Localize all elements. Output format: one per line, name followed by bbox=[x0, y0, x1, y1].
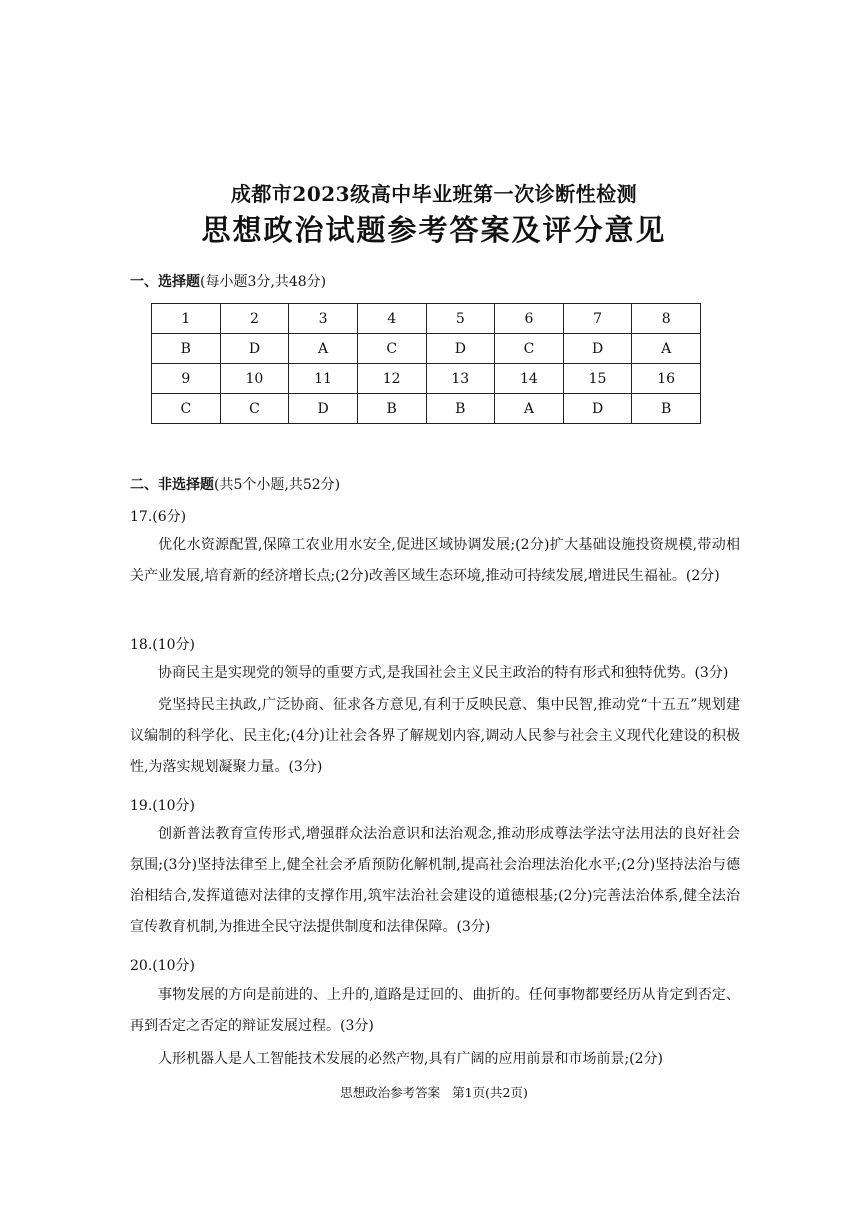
question-number-cell: 5 bbox=[426, 304, 495, 334]
question-18-answer-2: 党坚持民主执政,广泛协商、征求各方意见,有利于反映民意、集中民智,推动党“十五五”规划建议编制的科学化、民主化;(4分)让社会各界了解规划内容,调动人民参与社会主义现代化建设的积极性,为落实规划凝聚力量。(3分) bbox=[130, 697, 740, 775]
section-1-title: 一、选择题 bbox=[130, 274, 200, 290]
question-18-label: 18.(10分) bbox=[130, 637, 196, 653]
answer-row bbox=[152, 334, 701, 364]
exam-title: 成都市2023级高中毕业班第一次诊断性检测 bbox=[230, 182, 638, 206]
answer-cell: A bbox=[495, 394, 564, 424]
section-2-heading bbox=[130, 474, 340, 494]
question-number-cell: 9 bbox=[152, 364, 221, 394]
question-19-label: 19.(10分) bbox=[130, 798, 196, 814]
answer-cell: B bbox=[152, 334, 221, 364]
answer-cell: B bbox=[426, 394, 495, 424]
answer-cell: D bbox=[563, 394, 632, 424]
answer-cell: D bbox=[563, 334, 632, 364]
answer-cell: A bbox=[289, 334, 358, 364]
question-number-cell: 3 bbox=[289, 304, 358, 334]
answer-row bbox=[152, 394, 701, 424]
question-number-row bbox=[152, 304, 701, 334]
answer-cell: C bbox=[220, 394, 289, 424]
question-number-row bbox=[152, 364, 701, 394]
question-17-label: 17.(6分) bbox=[130, 509, 187, 525]
question-20-answer-2: 人形机器人是人工智能技术发展的必然产物,具有广阔的应用前景和市场前景;(2分) bbox=[158, 1051, 663, 1067]
question-20-label: 20.(10分) bbox=[130, 958, 196, 974]
answer-cell: B bbox=[357, 394, 426, 424]
answer-cell: C bbox=[495, 334, 564, 364]
footer-doc-name: 思想政治参考答案 bbox=[340, 1085, 441, 1100]
page-footer bbox=[0, 1083, 868, 1101]
question-18-answer-1: 协商民主是实现党的领导的重要方式,是我国社会主义民主政治的特有形式和独特优势。(3分) bbox=[158, 665, 729, 681]
answer-cell: D bbox=[289, 394, 358, 424]
question-number-cell: 1 bbox=[152, 304, 221, 334]
question-number-cell: 16 bbox=[632, 364, 701, 394]
footer-page-info: 第1页(共2页) bbox=[452, 1085, 528, 1100]
question-number-cell: 14 bbox=[495, 364, 564, 394]
question-19-answer: 创新普法教育宣传形式,增强群众法治意识和法治观念,推动形成尊法学法守法用法的良好社会氛围;(3分)坚持法律至上,健全社会矛盾预防化解机制,提高社会治理法治化水平;(2分)坚持法治与德治相结合,发挥道德对法律的支撑作用,筑牢法治社会建设的道德根基;(2分)完善法治体系,健全法治宣传教育机制,为推进全民守法提供制度和法律保障。(3分) bbox=[130, 826, 740, 935]
answer-cell: D bbox=[426, 334, 495, 364]
answer-key-title: 思想政治试题参考答案及评分意见 bbox=[201, 213, 667, 247]
question-number-cell: 11 bbox=[289, 364, 358, 394]
question-number-cell: 6 bbox=[495, 304, 564, 334]
section-2-note: (共5个小题,共52分) bbox=[214, 477, 341, 493]
question-number-cell: 8 bbox=[632, 304, 701, 334]
answer-cell: D bbox=[220, 334, 289, 364]
question-number-cell: 10 bbox=[220, 364, 289, 394]
question-number-cell: 7 bbox=[563, 304, 632, 334]
answer-cell: C bbox=[152, 394, 221, 424]
question-number-cell: 13 bbox=[426, 364, 495, 394]
answer-cell: B bbox=[632, 394, 701, 424]
question-number-cell: 15 bbox=[563, 364, 632, 394]
question-17-answer: 优化水资源配置,保障工农业用水安全,促进区域协调发展;(2分)扩大基础设施投资规模,带动相关产业发展,培育新的经济增长点;(2分)改善区域生态环境,推动可持续发展,增进民生福祉。(2分) bbox=[130, 537, 740, 584]
section-1-note: (每小题3分,共48分) bbox=[200, 274, 327, 290]
section-1-heading bbox=[130, 271, 326, 291]
question-number-cell: 2 bbox=[220, 304, 289, 334]
section-2-title: 二、非选择题 bbox=[130, 477, 214, 493]
answer-cell: C bbox=[357, 334, 426, 364]
question-number-cell: 4 bbox=[357, 304, 426, 334]
multiple-choice-answer-table bbox=[151, 303, 701, 424]
answer-cell: A bbox=[632, 334, 701, 364]
question-number-cell: 12 bbox=[357, 364, 426, 394]
question-20-answer-1: 事物发展的方向是前进的、上升的,道路是迂回的、曲折的。任何事物都要经历从肯定到否定、再到否定之否定的辩证发展过程。(3分) bbox=[130, 987, 740, 1034]
